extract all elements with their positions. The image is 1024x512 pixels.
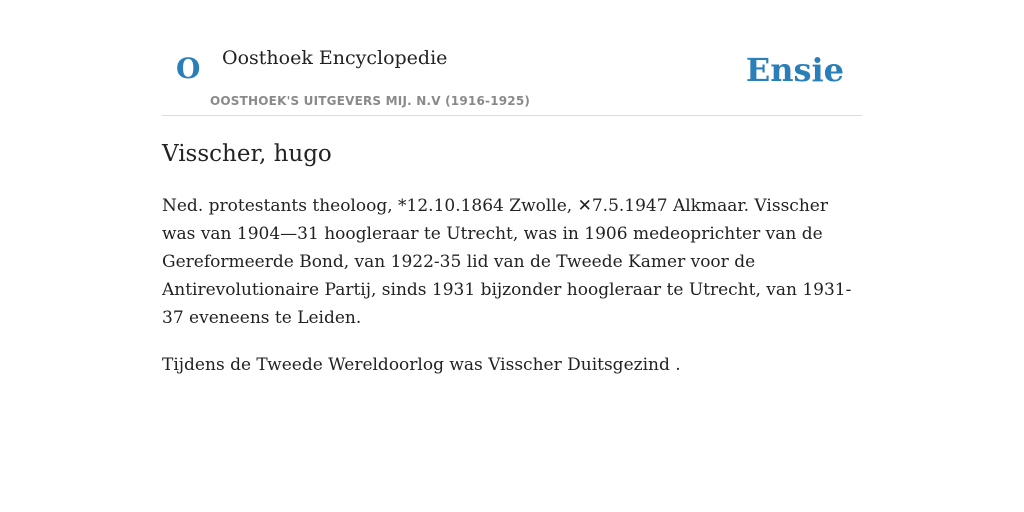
encyclopedia-logo[interactable]: O	[176, 52, 201, 85]
article-title: Visscher, hugo	[162, 141, 332, 167]
ensie-brand-link[interactable]: Ensie	[745, 51, 844, 89]
article-paragraph: Ned. protestants theoloog, *12.10.1864 Zwolle, ✕7.5.1947 Alkmaar. Visscher was van 1904—31 hoogleraar te Utrecht, was in 1906 medeoprichter van de Gereformeerde Bond, van 1922-35 lid van de Tweede Kamer voor de Antirevolutionaire Partij, sinds 1931 bijzonder hoogleraar te Utrecht, van 1931-37 eveneens te Leiden.	[162, 196, 852, 328]
publisher-subtitle: OOSTHOEK'S UITGEVERS MIJ. N.V (1916-1925)	[210, 94, 531, 108]
page-container	[162, 0, 862, 375]
article-paragraph: Tijdens de Tweede Wereldoorlog was Visscher Duitsgezind .	[162, 355, 681, 375]
encyclopedia-header	[162, 0, 862, 116]
article-body	[162, 192, 862, 398]
encyclopedia-title[interactable]: Oosthoek Encyclopedie	[222, 47, 448, 69]
